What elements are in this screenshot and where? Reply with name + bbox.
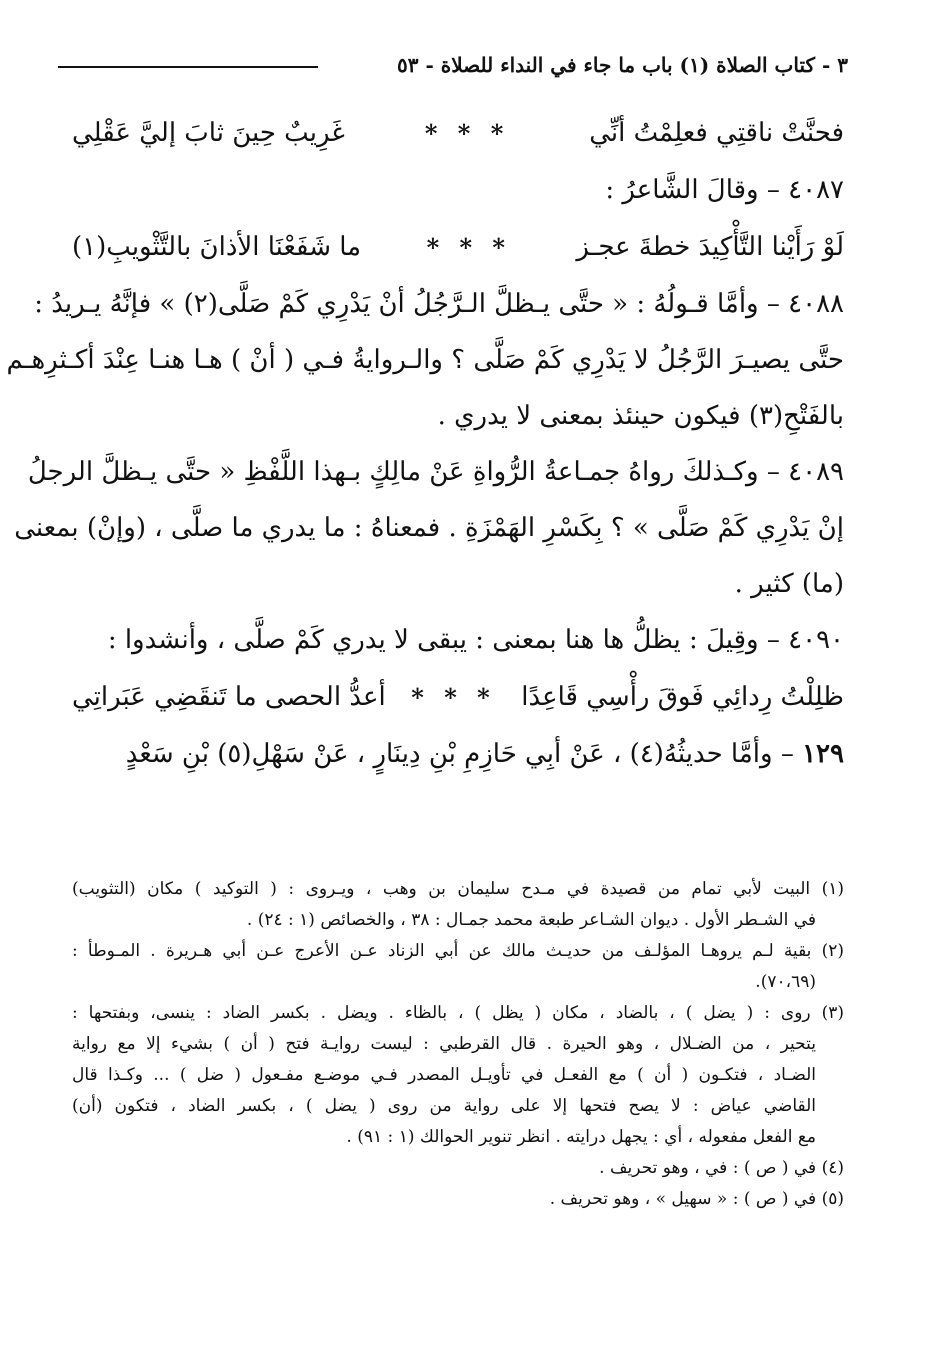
paragraph-4088-line: بالفَتْحِ(٣) فيكون حينئذ بمعنى لا يدري .: [437, 401, 844, 431]
hadith-129-heading: [72, 726, 844, 782]
footnote-3-line: القاضي عياض : لا يصح فتحها إلا على رواية من روى ( يضل ) ، بكسر الضاد ، فتكون (أن): [72, 1096, 816, 1116]
verse-first-hemistich: ظلِلْتُ رِدائِي فَوقَ رأْسِي قَاعِدًا: [521, 682, 844, 712]
main-text: [6, 104, 844, 782]
footnote-3-line: يتحير ، من الضـلال ، وهو الحيرة . قال القرطبي : ليست روايـة فتح ( أن ) بشيء إلا مع رواية: [72, 1034, 816, 1054]
verse-line: [72, 104, 844, 162]
verse-second-hemistich: أعدُّ الحصى ما تَنقَضِي عَبَراتِي: [72, 682, 386, 712]
running-header: [58, 50, 848, 84]
verse-second-hemistich: ما شَفَعْنَا الأذانَ بالتَّثْويبِ(١): [72, 232, 362, 262]
paragraph-4090: ٤٠٩٠ – وقِيلَ : يظلُّ ها هنا بمعنى : يبقى لا يدري كَمْ صلَّى ، وأنشدوا :: [107, 625, 844, 655]
paragraph-4089-line: (ما) كثير .: [734, 569, 844, 599]
verse-second-hemistich: غَرِيبٌ حِينَ ثابَ إليَّ عَقْلِي: [72, 118, 345, 148]
paragraph-4088-line: حتَّى يصيـرَ الرَّجُلُ لا يَدْرِي كَمْ صَلَّى ؟ والـروايةُ فـي ( أنْ ) هـا هنـا عِنْدَ أكـثرِهـم: [6, 345, 844, 375]
footnote-1-line: (١) البيت لأبي تمام من قصيدة في مـدح سليمان بن وهب ، ويـروى : ( التوكيد ) مكان (التثويب): [72, 879, 844, 899]
header-title: ٣ - كتاب الصلاة (١) باب ما جاء في النداء للصلاة - ٥٣: [397, 53, 848, 77]
paragraph-4089-line: إنْ يَدْرِي كَمْ صَلَّى » ؟ بِكَسْرِ الهَمْزَةِ . فمعناهُ : ما يدري ما صلَّى ، (وإنْ) بمعنى: [14, 513, 844, 543]
footnote-3-line: الضـاد ، فتكـون ( أن ) مع الفعـل في تأويـل المصدر فـي موضـع مفـعول ( ضل ) ... وكـذا قال: [72, 1065, 816, 1085]
header-rule: [58, 66, 318, 68]
hadith-number: ١٢٩: [802, 739, 844, 769]
verse-first-hemistich: لَوْ رَأَيْنا التَّأْكِيدَ خطةَ عجـز: [576, 232, 844, 262]
footnote-2-line: (٧٠،٦٩).: [755, 972, 816, 992]
verse-line: [72, 218, 844, 276]
footnote-5: (٥) في ( ص ) : « سهيل » ، وهو تحريف .: [549, 1189, 844, 1209]
verse-first-hemistich: فحنَّتْ ناقتِي فعلِمْتُ أنِّي: [589, 118, 844, 148]
paragraph-4088-line: ٤٠٨٨ – وأمَّا قـولُهُ : « حتَّى يـظلَّ الـرَّجُلُ أنْ يَدْرِي كَمْ صَلَّى(٢) » فإنَّهُ يـريدُ :: [34, 289, 844, 319]
verse-separator: * * *: [426, 232, 511, 262]
footnotes: [72, 874, 844, 1215]
paragraph-4089-line: ٤٠٨٩ – وكـذلكَ رواهُ جمـاعةُ الرُّواةِ عَنْ مالِكٍ بـهذا اللَّفْظِ « حتَّى يـظلَّ الرجلُ: [27, 457, 844, 487]
footnote-1-line: في الشـطر الأول . ديوان الشـاعر طبعة محمد جمـال : ٣٨ ، والخصائص (١ : ٢٤) .: [246, 910, 816, 930]
footnote-2-line: (٢) بقية لـم يروهـا المؤلـف من حديـث مالك عن أبي الزناد عـن الأعرج عـن أبي هـريرة . المـوطأ :: [72, 941, 844, 961]
footnote-3-line: (٣) روى : ( يضل ) ، بالضاد ، مكان ( يظل ) ، بالظاء . ويضل . بكسر الضاد : ينسى، وبفتحها :: [72, 1003, 844, 1023]
footnote-4: (٤) في ( ص ) : في ، وهو تحريف .: [599, 1158, 844, 1178]
hadith-129-text: – وأمَّا حديثُهُ(٤) ، عَنْ أبِي حَازِمِ بْنِ دِينَارٍ ، عَنْ سَهْلِ(٥) بْنِ سَعْدٍ: [125, 739, 803, 769]
verse-separator: * * *: [424, 118, 510, 148]
paragraph-4087: ٤٠٨٧ – وقالَ الشَّاعرُ :: [605, 175, 844, 205]
verse-line: [72, 668, 844, 726]
footnote-3-line: مع الفعل مفعوله ، أي : يجهل درايته . انظر تنوير الحوالك (١ : ٩١) .: [346, 1127, 816, 1147]
verse-separator: * * *: [411, 682, 496, 712]
